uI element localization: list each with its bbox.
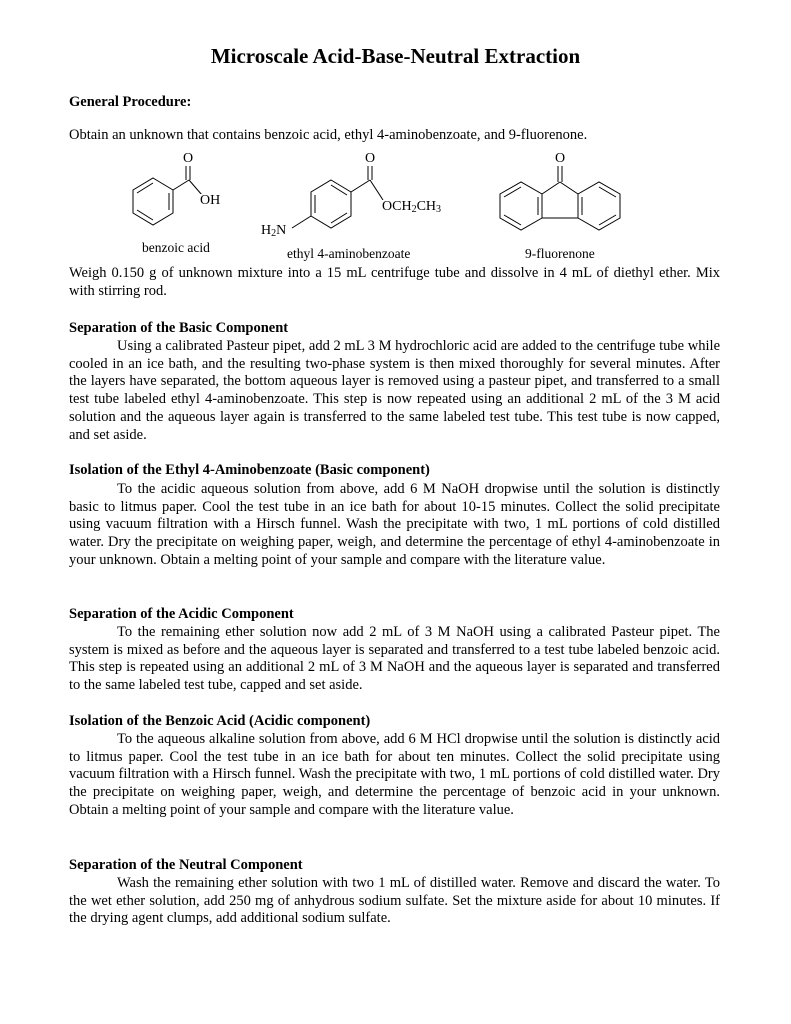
section-text-acidic-separation	[69, 624, 720, 695]
general-procedure-heading: General Procedure:	[69, 94, 192, 110]
section-heading-acidic-separation: Separation of the Acidic Component	[69, 606, 294, 622]
section-text-neutral-separation	[69, 875, 720, 928]
ethyl-carbonyl-o: O	[365, 151, 376, 166]
h-sub: 2	[271, 228, 277, 239]
intro-paragraph: Obtain an unknown that contains benzoic acid, ethyl 4-aminobenzoate, and 9-fluorenone.	[69, 127, 588, 143]
benzoic-carbonyl-o: O	[183, 151, 194, 166]
section-text-basic-separation	[69, 338, 720, 444]
section-body: Wash the remaining ether solution with two 1 mL of distilled water. Remove and discard the water. To the wet ether solution, add 250 mg of anhydrous sodium sulfate. Set the mixture aside for about 10 minutes. If the drying agent clumps, add additional sodium sulfate.	[69, 875, 720, 927]
ethyl-4-aminobenzoate-label: ethyl 4-aminobenzoate	[287, 246, 411, 261]
benzoic-acid-label: benzoic acid	[142, 240, 210, 255]
n-text: N	[276, 223, 287, 238]
ethyl-4-aminobenzoate-structure	[258, 150, 458, 265]
weigh-paragraph: Weigh 0.150 g of unknown mixture into a 15 mL centrifuge tube and dissolve in 4 mL of diethyl ether. Mix with stirring rod.	[69, 265, 720, 299]
section-body: Using a calibrated Pasteur pipet, add 2 mL 3 M hydrochloric acid are added to the centrifuge tube while cooled in an ice bath, and the resulting two-phase system is then mixed thoroughly for several minutes. After the layers have separated, the bottom aqueous layer is removed using a pasteur pipet, and transferred to a small test tube labeled ethyl 4-aminobenzoate. This step is now repeated using an additional 2 mL of the 3 M acid solution and the aqueous layer again is transferred to the same labeled test tube. This test tube is now capped, and set aside.	[69, 338, 720, 443]
amino-group	[261, 224, 286, 238]
section-body: To the aqueous alkaline solution from above, add 6 M HCl dropwise until the solution is distinctly acid to litmus paper. Cool the test tube in an ice bath for about ten minutes. Collect the solid precipitate using vacuum filtration with a Hirsch funnel. Wash the precipitate with two, 1 mL portions of cold distilled water. Dry the precipitate on weighing paper, weigh, and determine the percentage of benzoic acid in your unknown. Obtain a melting point of your sample and compare with the literature value.	[69, 731, 720, 818]
section-body: To the remaining ether solution now add 2 mL of 3 M NaOH using a calibrated Pasteur pipet. The system is mixed as before and the aqueous layer is separated and transferred to a test tube labeled benzoic acid. This step is repeated using an additional 2 mL of 3 M NaOH and the aqueous layer is separated and transferred to the same labeled test tube, capped and set aside.	[69, 624, 720, 694]
section-text-basic-isolation	[69, 481, 720, 570]
ethyl-ester-group	[382, 200, 441, 214]
section-heading-basic-isolation: Isolation of the Ethyl 4-Aminobenzoate (Basic component)	[69, 462, 430, 478]
benzoic-acid-structure	[120, 150, 230, 260]
och-sub: 2	[411, 204, 417, 215]
section-heading-acidic-isolation: Isolation of the Benzoic Acid (Acidic component)	[69, 713, 371, 729]
section-heading-neutral-separation: Separation of the Neutral Component	[69, 857, 303, 873]
section-text-acidic-isolation	[69, 731, 720, 820]
h-text: H	[261, 223, 272, 238]
fluorenone-structure	[492, 150, 642, 265]
fluorenone-label: 9-fluorenone	[525, 246, 595, 261]
och-text: OCH	[382, 199, 412, 214]
section-heading-basic-separation: Separation of the Basic Component	[69, 320, 289, 336]
section-body: To the acidic aqueous solution from above, add 6 M NaOH dropwise until the solution is distinctly basic to litmus paper. Cool the test tube in an ice bath for about 10-15 minutes. Collect the solid precipitate using vacuum filtration with a Hirsch funnel. Wash the precipitate with two, 1 mL portions of cold distilled water. Dry the precipitate on weighing paper, weigh, and determine the percentage of ethyl 4-aminobenzoate in your unknown. Obtain a melting point of your sample and compare with the literature value.	[69, 481, 720, 568]
page-title: Microscale Acid-Base-Neutral Extraction	[210, 44, 581, 68]
ch-sub: 3	[436, 204, 442, 215]
fluorenone-carbonyl-o: O	[555, 151, 566, 166]
benzoic-oh: OH	[200, 193, 221, 208]
ch-text: CH	[416, 199, 437, 214]
